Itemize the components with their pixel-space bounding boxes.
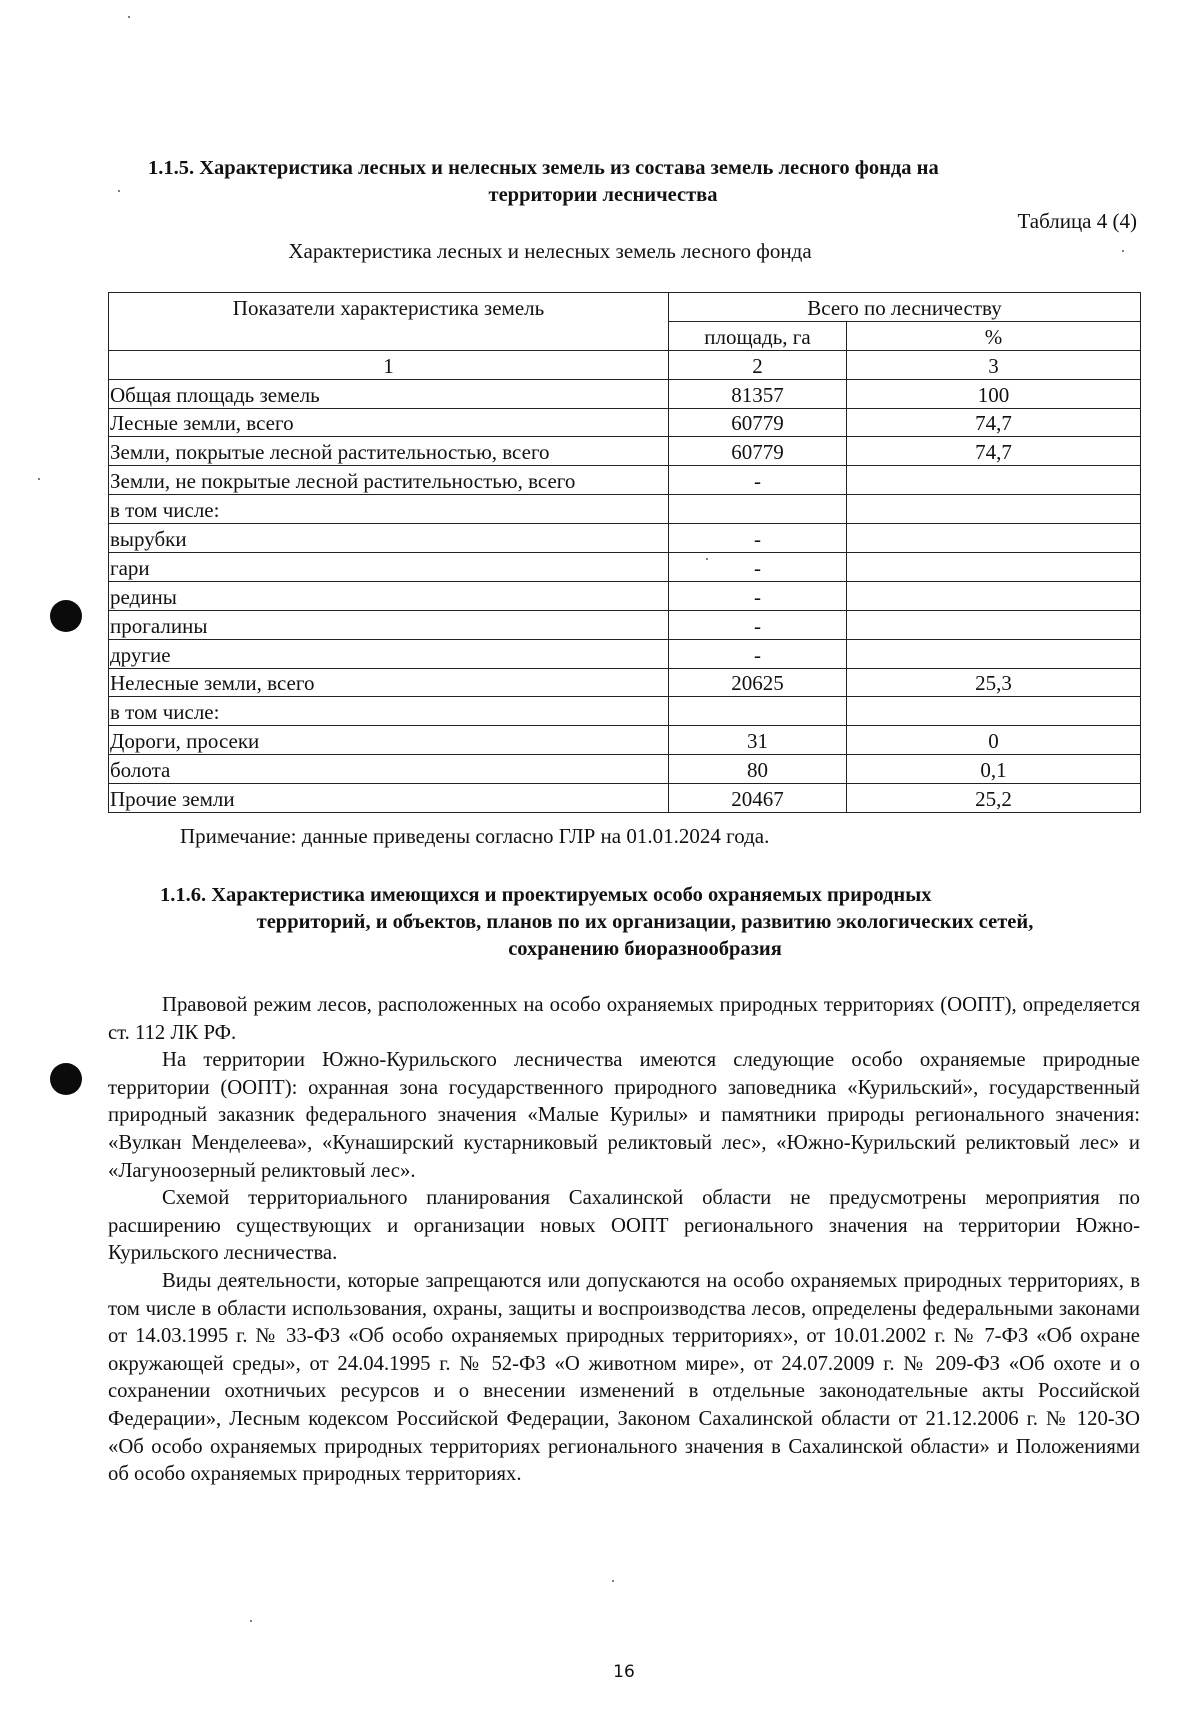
header-indicator: Показатели характеристика земель [109, 293, 669, 351]
heading-line: сохранению биоразнообразия [508, 938, 782, 960]
table-row [109, 437, 1141, 466]
row-area-ha [669, 495, 847, 524]
table-row [109, 495, 1141, 524]
row-percent: 0,1 [847, 755, 1141, 784]
land-characteristics-table [108, 292, 1141, 813]
row-percent: 74,7 [847, 437, 1141, 466]
column-number: 3 [847, 350, 1141, 379]
row-area-ha: - [669, 553, 847, 582]
row-label: Нелесные земли, всего [109, 668, 669, 697]
scan-speck [612, 1580, 614, 1582]
row-label: болота [109, 755, 669, 784]
row-area-ha: - [669, 639, 847, 668]
table-header-row [109, 293, 1141, 322]
column-number: 2 [669, 350, 847, 379]
row-area-ha: - [669, 524, 847, 553]
header-total: Всего по лесничеству [669, 293, 1141, 322]
row-percent [847, 524, 1141, 553]
column-number: 1 [109, 350, 669, 379]
table-caption: Характеристика лесных и нелесных земель лесного фонда [288, 239, 812, 263]
row-label: в том числе: [109, 697, 669, 726]
column-number-row [109, 350, 1141, 379]
table-number: Таблица 4 (4) [1017, 209, 1137, 233]
page-number: 16 [613, 1662, 635, 1682]
scan-speck [118, 190, 120, 192]
row-percent: 25,3 [847, 668, 1141, 697]
paragraph: Виды деятельности, которые запрещаются или допускаются на особо охраняемых природных территориях, в том числе в области использования, охраны, защиты и воспроизводства лесов, определены федеральными законами от 14.03.1995 г. № 33-ФЗ «Об особо охраняемых природных территориях», от 10.01.2002 г. № 7-ФЗ «Об охране окружающей среды», от 24.04.1995 г. № 52-ФЗ «О животном мире», от 24.07.2009 г. № 209-ФЗ «Об охоте и о сохранении охотничьих ресурсов и о внесении изменений в отдельные законодательные акты Российской Федерации», Лесным кодексом Российской Федерации, Законом Сахалинской области от 21.12.2006 г. № 120-ЗО «Об особо охраняемых природных территориях регионального значения в Сахалинской области» и Положениями об особо охраняемых природных территориях. [108, 1269, 1140, 1486]
row-percent [847, 610, 1141, 639]
row-area-ha: 20625 [669, 668, 847, 697]
row-percent: 25,2 [847, 784, 1141, 813]
row-label: редины [109, 581, 669, 610]
row-label: Лесные земли, всего [109, 408, 669, 437]
table-note: Примечание: данные приведены согласно ГЛР на 01.01.2024 года. [180, 824, 770, 848]
scan-speck [38, 478, 40, 480]
heading-line: территории лесничества [488, 184, 718, 206]
row-percent [847, 466, 1141, 495]
row-percent [847, 495, 1141, 524]
scan-speck [250, 1620, 252, 1622]
header-percent: % [847, 321, 1141, 350]
table-row [109, 466, 1141, 495]
table-row [109, 755, 1141, 784]
row-area-ha: - [669, 581, 847, 610]
row-area-ha [669, 697, 847, 726]
header-area: площадь, га [669, 321, 847, 350]
paragraph: Правовой режим лесов, расположенных на особо охраняемых природных территориях (ООПТ), определяется ст. 112 ЛК РФ. [108, 994, 1140, 1044]
table-row [109, 610, 1141, 639]
punch-hole [50, 1063, 82, 1095]
row-label: другие [109, 639, 669, 668]
table-row [109, 668, 1141, 697]
table-row [109, 639, 1141, 668]
row-area-ha: - [669, 610, 847, 639]
body-text [108, 992, 1140, 1489]
row-label: Земли, не покрытые лесной растительностью, всего [109, 466, 669, 495]
table-row [109, 379, 1141, 408]
row-percent: 0 [847, 726, 1141, 755]
row-label: вырубки [109, 524, 669, 553]
table-row [109, 726, 1141, 755]
row-label: гари [109, 553, 669, 582]
row-area-ha: 80 [669, 755, 847, 784]
row-label: в том числе: [109, 495, 669, 524]
paragraph: На территории Южно-Курильского лесничества имеются следующие особо охраняемые природные территории (ООПТ): охранная зона государственного природного заповедника «Курильский», государственный природный заказник федерального значения «Малые Курилы» и памятники природы регионального значения: «Вулкан Менделеева», «Кунаширский кустарниковый реликтовый лес», «Южно-Курильский реликтовый лес» и «Лагуноозерный реликтовый лес». [108, 1049, 1140, 1182]
row-label: Дороги, просеки [109, 726, 669, 755]
row-percent [847, 697, 1141, 726]
row-percent [847, 639, 1141, 668]
row-percent [847, 581, 1141, 610]
row-percent: 74,7 [847, 408, 1141, 437]
row-area-ha: 31 [669, 726, 847, 755]
scan-speck [128, 16, 130, 18]
row-label: Прочие земли [109, 784, 669, 813]
table-row [109, 697, 1141, 726]
table-row [109, 408, 1141, 437]
paragraph: Схемой территориального планирования Сахалинской области не предусмотрены мероприятия по расширению существующих и организации новых ООПТ регионального значения на территории Южно-Курильского лесничества. [108, 1187, 1140, 1265]
row-label: Земли, покрытые лесной растительностью, всего [109, 437, 669, 466]
table-row [109, 784, 1141, 813]
row-area-ha: 60779 [669, 437, 847, 466]
heading-line: территорий, и объектов, планов по их организации, развитию экологических сетей, [256, 911, 1034, 933]
row-area-ha: 20467 [669, 784, 847, 813]
row-area-ha: - [669, 466, 847, 495]
table-row [109, 553, 1141, 582]
heading-line: 1.1.6. Характеристика имеющихся и проектируемых особо охраняемых природных [160, 884, 932, 906]
section-heading-protected-areas [160, 882, 1120, 963]
row-label: Общая площадь земель [109, 379, 669, 408]
row-label: прогалины [109, 610, 669, 639]
punch-hole [50, 600, 82, 632]
row-percent: 100 [847, 379, 1141, 408]
row-area-ha: 60779 [669, 408, 847, 437]
section-heading-land-characteristics [148, 155, 1108, 209]
heading-line: 1.1.5. Характеристика лесных и нелесных земель из состава земель лесного фонда на [148, 157, 939, 179]
table-row [109, 581, 1141, 610]
row-area-ha: 81357 [669, 379, 847, 408]
table-row [109, 524, 1141, 553]
row-percent [847, 553, 1141, 582]
